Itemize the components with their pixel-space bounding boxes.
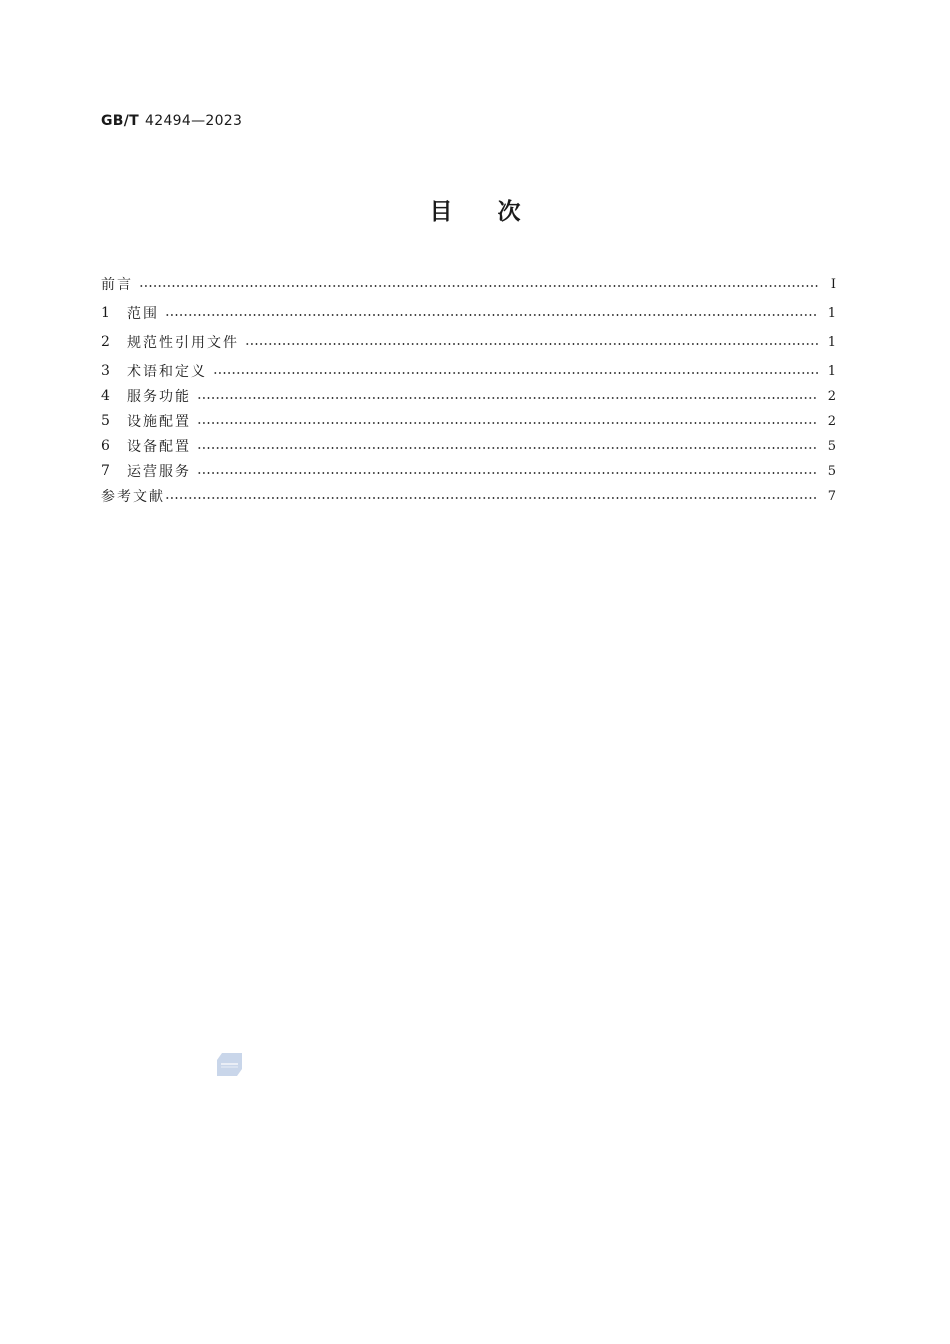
toc-entry-number: 2 (101, 334, 110, 350)
toc-entry-number: 1 (101, 305, 110, 321)
standard-serial: 42494—2023 (145, 113, 243, 129)
leader-dots (197, 422, 818, 424)
toc-entry-equipment-configuration[interactable] (101, 434, 836, 458)
toc-entry-scope[interactable] (101, 301, 836, 325)
toc-entry-operation-services[interactable] (101, 459, 836, 483)
sac-logo-icon (216, 1052, 243, 1077)
toc-entry-page: 1 (827, 305, 836, 321)
toc-entry-number: 4 (101, 388, 110, 404)
toc-entry-page: 7 (827, 488, 836, 504)
toc-entry-foreword[interactable] (101, 272, 836, 296)
toc-entry-service-functions[interactable] (101, 384, 836, 408)
toc-entry-page: 5 (827, 463, 836, 479)
leader-dots (213, 372, 818, 374)
leader-dots (245, 343, 818, 345)
toc-entry-label: 前言 (101, 277, 133, 293)
toc-entry-page: 1 (827, 363, 836, 379)
toc-entry-number: 6 (101, 438, 110, 454)
toc-entry-label: 范围 (127, 306, 159, 322)
leader-dots (165, 497, 818, 499)
page-title: 目次 (429, 199, 566, 225)
standard-number (101, 113, 242, 129)
toc-entry-bibliography[interactable] (101, 484, 836, 508)
toc-entry-label: 规范性引用文件 (127, 335, 239, 351)
leader-dots (197, 397, 818, 399)
toc-entry-page: 1 (827, 334, 836, 350)
leader-dots (165, 314, 818, 316)
toc-entry-page: Ⅰ (830, 276, 836, 292)
leader-dots (139, 285, 818, 287)
toc-entry-normative-references[interactable] (101, 330, 836, 354)
toc-entry-number: 3 (101, 363, 110, 379)
toc-entry-label: 运营服务 (127, 464, 191, 480)
toc-entry-facility-configuration[interactable] (101, 409, 836, 433)
toc-entry-label: 参考文献 (101, 489, 165, 505)
leader-dots (197, 472, 818, 474)
toc-entry-page: 5 (827, 438, 836, 454)
toc-entry-number: 7 (101, 463, 110, 479)
standard-code: GB/T (101, 113, 140, 129)
toc-entry-label: 设施配置 (127, 414, 191, 430)
toc-entry-label: 设备配置 (127, 439, 191, 455)
toc-entry-page: 2 (827, 388, 836, 404)
toc-entry-number: 5 (101, 413, 110, 429)
toc-entry-label: 服务功能 (127, 389, 191, 405)
toc-entry-label: 术语和定义 (127, 364, 207, 380)
toc-entry-terms-definitions[interactable] (101, 359, 836, 383)
toc-entry-page: 2 (827, 413, 836, 429)
leader-dots (197, 447, 818, 449)
